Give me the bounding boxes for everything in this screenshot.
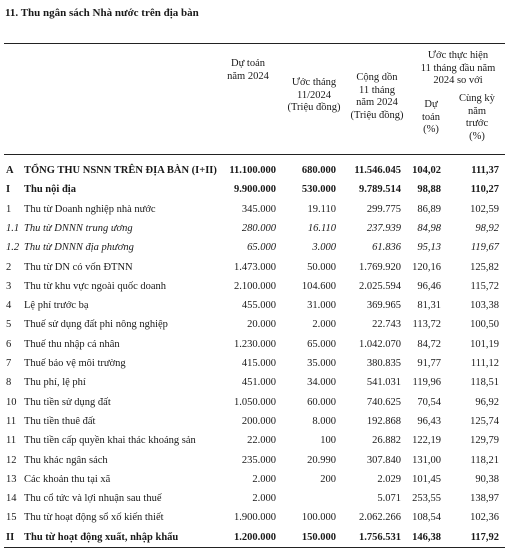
row-uoc-thang: 530.000 [301, 184, 336, 196]
row-code: 1.1 [6, 222, 20, 234]
row-du-toan: 1.230.000 [234, 338, 276, 350]
header-line: Cùng kỳ [459, 93, 495, 104]
row-code: 13 [6, 473, 17, 485]
row-pct-cung-ky: 119,67 [470, 242, 499, 254]
row-uoc-thang: 19.110 [307, 203, 336, 215]
row-cong-don: 740.625 [366, 396, 401, 408]
row-pct-cung-ky: 125,82 [470, 261, 499, 273]
header-rule [4, 154, 505, 155]
row-pct-cung-ky: 129,79 [470, 435, 499, 447]
row-cong-don: 5.071 [377, 493, 401, 505]
row-uoc-thang: 100 [320, 435, 336, 447]
row-pct-cung-ky: 118,51 [470, 377, 499, 389]
row-pct-cung-ky: 125,74 [470, 415, 499, 427]
row-label: Thu từ hoạt động sổ xố kiến thiết [24, 512, 164, 524]
header-du-toan [212, 58, 284, 83]
row-label: Thu từ Doanh nghiệp nhà nước [24, 203, 156, 215]
row-code: A [6, 165, 14, 176]
row-pct-cung-ky: 138,97 [470, 493, 499, 505]
row-label: Thuế sử dụng đất phi nông nghiệp [24, 319, 168, 331]
row-pct-du-toan: 253,55 [412, 493, 441, 505]
header-pct-cung-ky [450, 93, 504, 143]
row-code: 4 [6, 300, 12, 312]
row-code: 1.2 [6, 242, 20, 254]
row-du-toan: 235.000 [241, 454, 276, 466]
header-line: năm 2024 [227, 70, 269, 82]
row-uoc-thang: 2.000 [312, 319, 336, 331]
row-du-toan: 2.100.000 [234, 280, 276, 292]
row-pct-du-toan: 146,38 [412, 531, 441, 543]
row-uoc-thang: 65.000 [307, 338, 336, 350]
row-du-toan: 1.200.000 [234, 531, 276, 543]
header-uoc-thuc-hien [414, 50, 502, 88]
row-code: 3 [6, 280, 12, 292]
row-cong-don: 192.868 [366, 415, 401, 427]
row-label: Thu phí, lệ phí [24, 377, 86, 389]
row-du-toan: 200.000 [241, 415, 276, 427]
row-pct-du-toan: 81,31 [417, 300, 441, 312]
header-line: (Triệu đồng) [287, 102, 341, 113]
row-label: Thuế bảo vệ môi trường [24, 358, 126, 369]
header-line: (Triệu đồng) [350, 109, 404, 121]
row-du-toan: 22.000 [247, 435, 276, 447]
row-pct-du-toan: 122,19 [412, 435, 441, 447]
row-du-toan: 455.000 [241, 300, 276, 312]
header-line: (%) [469, 130, 485, 142]
row-du-toan: 451.000 [241, 377, 276, 389]
row-code: 11 [6, 415, 17, 427]
header-line: 2024 so với [433, 75, 483, 86]
row-label: Thu cổ tức và lợi nhuận sau thuế [24, 493, 162, 505]
row-code: 8 [6, 377, 12, 389]
header-line: Dự toán [231, 58, 265, 69]
row-pct-du-toan: 120,16 [412, 261, 441, 273]
row-code: 1 [6, 203, 12, 215]
row-du-toan: 280.000 [241, 222, 276, 234]
row-pct-cung-ky: 115,72 [470, 280, 499, 292]
row-pct-du-toan: 98,88 [417, 184, 441, 196]
row-label: Thu từ khu vực ngoài quốc doanh [24, 280, 167, 292]
row-code: 15 [6, 512, 17, 524]
row-cong-don: 1.756.531 [359, 531, 401, 543]
row-label: Thu khác ngân sách [24, 454, 108, 466]
row-uoc-thang: 100.000 [301, 512, 336, 524]
row-du-toan: 345.000 [241, 203, 276, 215]
row-cong-don: 11.546.045 [354, 165, 401, 176]
header-line: năm 2024 [356, 97, 398, 108]
row-pct-cung-ky: 90,38 [475, 473, 499, 485]
row-du-toan: 65.000 [247, 242, 276, 254]
row-uoc-thang: 680.000 [301, 165, 336, 176]
row-pct-cung-ky: 118,21 [470, 454, 499, 466]
header-line: Ước thực hiện [427, 50, 489, 61]
row-cong-don: 9.789.514 [359, 184, 401, 196]
row-pct-du-toan: 96,46 [417, 280, 441, 292]
row-du-toan: 20.000 [247, 319, 276, 331]
row-uoc-thang: 200 [320, 473, 336, 485]
row-uoc-thang: 35.000 [307, 358, 336, 369]
row-cong-don: 22.743 [372, 319, 401, 331]
row-pct-cung-ky: 102,36 [470, 512, 499, 524]
row-uoc-thang: 20.990 [307, 454, 336, 466]
row-label: Các khoản thu tại xã [24, 473, 111, 485]
header-uoc-thang [278, 77, 350, 115]
header-line: 11 tháng [358, 84, 396, 96]
row-pct-du-toan: 108,54 [412, 512, 441, 524]
row-pct-du-toan: 131,00 [412, 454, 441, 466]
row-uoc-thang: 34.000 [307, 377, 336, 389]
row-label: Thu từ DNNN trung ương [24, 222, 133, 234]
row-code: 7 [6, 358, 12, 369]
row-du-toan: 2.000 [252, 493, 276, 505]
row-label: Thu tiền thuê đất [24, 415, 96, 427]
row-cong-don: 2.025.594 [359, 280, 401, 292]
row-uoc-thang: 16.110 [307, 222, 336, 234]
header-cong-don [344, 72, 410, 122]
row-cong-don: 61.836 [372, 242, 401, 254]
row-code: 11 [6, 435, 17, 447]
row-pct-du-toan: 70,54 [417, 396, 441, 408]
header-line: năm [467, 105, 487, 117]
row-uoc-thang: 50.000 [307, 261, 336, 273]
header-line: 11/2024 [296, 89, 332, 101]
row-code: 6 [6, 338, 12, 350]
row-code: 14 [6, 493, 17, 505]
row-cong-don: 26.882 [372, 435, 401, 447]
row-cong-don: 541.031 [366, 377, 401, 389]
row-code: 12 [6, 454, 17, 466]
row-pct-cung-ky: 101,19 [470, 338, 499, 350]
row-code: I [6, 184, 11, 196]
header-line: trước [465, 118, 489, 129]
row-pct-cung-ky: 103,38 [470, 300, 499, 312]
row-du-toan: 1.473.000 [234, 261, 276, 273]
row-uoc-thang: 3.000 [312, 242, 336, 254]
row-label: Thu từ DNNN địa phương [24, 242, 134, 254]
table-title: 11. Thu ngân sách Nhà nước trên địa bàn [5, 7, 199, 19]
row-pct-cung-ky: 96,92 [475, 396, 499, 408]
row-label: Thu từ hoạt động xuất, nhập khẩu [24, 531, 179, 543]
row-du-toan: 1.900.000 [234, 512, 276, 524]
row-pct-du-toan: 113,72 [412, 319, 441, 331]
row-label: TỔNG THU NSNN TRÊN ĐỊA BÀN (I+II) [24, 165, 217, 176]
top-rule [4, 43, 505, 44]
header-line: Dự [424, 99, 438, 110]
row-du-toan: 1.050.000 [234, 396, 276, 408]
row-uoc-thang: 60.000 [307, 396, 336, 408]
row-pct-du-toan: 84,72 [417, 338, 441, 350]
row-pct-cung-ky: 111,37 [471, 165, 499, 176]
row-pct-du-toan: 96,43 [417, 415, 441, 427]
row-uoc-thang: 31.000 [307, 300, 336, 312]
row-pct-cung-ky: 117,92 [470, 531, 499, 543]
row-pct-du-toan: 86,89 [417, 203, 441, 215]
header-line: toán [421, 111, 441, 123]
row-pct-du-toan: 95,13 [417, 242, 441, 254]
row-label: Thu nội địa [24, 184, 76, 196]
row-cong-don: 1.042.070 [359, 338, 401, 350]
row-pct-cung-ky: 111,12 [470, 358, 499, 369]
row-cong-don: 380.835 [366, 358, 401, 369]
header-line: Ước tháng [291, 77, 337, 88]
row-pct-du-toan: 101,45 [412, 473, 441, 485]
row-label: Thu tiền cấp quyền khai thác khoáng sản [24, 435, 196, 447]
row-cong-don: 299.775 [366, 203, 401, 215]
row-pct-du-toan: 104,02 [412, 165, 441, 176]
row-label: Lệ phí trước bạ [24, 300, 89, 312]
row-cong-don: 369.965 [366, 300, 401, 312]
row-code: 2 [6, 261, 12, 273]
row-cong-don: 237.939 [366, 222, 401, 234]
header-line: Cộng dồn [356, 72, 398, 83]
header-pct-du-toan [414, 99, 448, 137]
row-code: 5 [6, 319, 12, 331]
row-du-toan: 2.000 [252, 473, 276, 485]
row-label: Thu từ DN có vốn ĐTNN [24, 261, 133, 273]
row-cong-don: 2.062.266 [359, 512, 401, 524]
row-cong-don: 307.840 [366, 454, 401, 466]
row-du-toan: 415.000 [241, 358, 276, 369]
row-uoc-thang: 104.600 [301, 280, 336, 292]
row-pct-du-toan: 91,77 [417, 358, 441, 369]
row-pct-du-toan: 84,98 [417, 222, 441, 234]
bottom-rule [4, 547, 505, 548]
row-pct-cung-ky: 102,59 [470, 203, 499, 215]
row-uoc-thang: 8.000 [312, 415, 336, 427]
row-label: Thuế thu nhập cá nhân [24, 338, 120, 350]
row-code: II [6, 531, 15, 543]
row-pct-cung-ky: 110,27 [470, 184, 499, 196]
row-pct-du-toan: 119,96 [412, 377, 441, 389]
row-du-toan: 11.100.000 [229, 165, 276, 176]
row-uoc-thang: 150.000 [301, 531, 336, 543]
row-pct-cung-ky: 100,50 [470, 319, 499, 331]
header-line: 11 tháng đầu năm [420, 62, 496, 74]
row-code: 10 [6, 396, 17, 408]
row-cong-don: 1.769.920 [359, 261, 401, 273]
row-du-toan: 9.900.000 [234, 184, 276, 196]
row-cong-don: 2.029 [377, 473, 401, 485]
header-line: (%) [423, 124, 439, 135]
row-label: Thu tiền sử dụng đất [24, 396, 111, 408]
row-pct-cung-ky: 98,92 [475, 222, 499, 234]
